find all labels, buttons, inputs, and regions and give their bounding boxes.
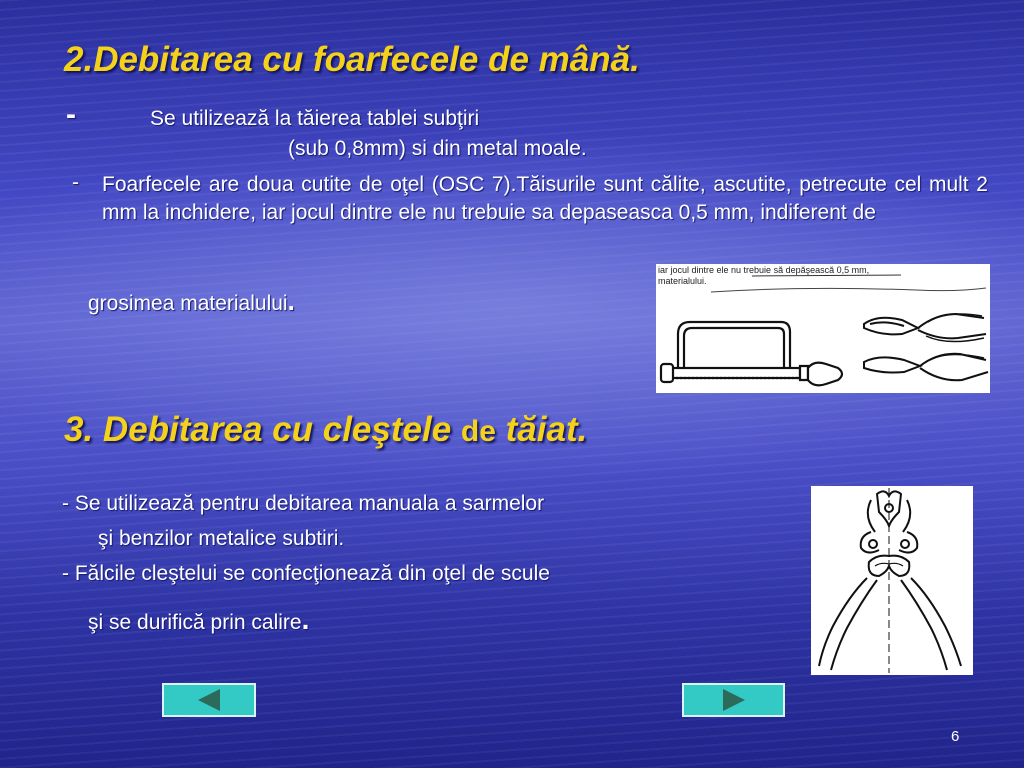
- figure-caption: iar jocul dintre ele nu trebuie să depăşească 0,5 mm, materialului.: [658, 265, 870, 286]
- cutting-pliers-figure: [811, 486, 973, 675]
- hand-shears-icon: [864, 314, 988, 380]
- section2-line2b-text: şi se durifică prin calire: [88, 611, 302, 634]
- section1-paragraph-end-text: grosimea materialului: [88, 292, 288, 315]
- cutting-pliers-icon: [819, 488, 961, 673]
- slide-number: 6: [951, 728, 960, 745]
- section2-line1: - Se utilizează pentru debitarea manuala a sarmelor: [62, 492, 545, 515]
- triangle-left-icon: [194, 688, 224, 712]
- section2-title-part2: de: [460, 415, 496, 448]
- section2-title-part1: 3. Debitarea cu cleştele: [64, 410, 452, 449]
- previous-slide-button[interactable]: [162, 683, 256, 717]
- section1-paragraph: Foarfecele are doua cutite de oţel (OSC 7).Tăisurile sunt călite, ascutite, petrecute cel mult 2 mm la inchidere, iar jocul dintre ele nu trebuie sa depaseasca 0,5 mm, indiferent de: [102, 173, 988, 224]
- section2-line1b: şi benzilor metalice subtiri.: [98, 527, 345, 550]
- section2-line2: - Fălcile cleştelui se confecţionează din oţel de scule: [62, 562, 550, 585]
- section1-line1b: (sub 0,8mm) si din metal moale.: [288, 137, 587, 160]
- triangle-right-icon: [719, 688, 749, 712]
- section2-title: [64, 410, 587, 450]
- section2-line2b: [88, 604, 309, 636]
- section1-paragraph-end-dot: .: [287, 286, 295, 316]
- bullet-dash-2: -: [72, 171, 79, 194]
- section1-paragraph-end: [88, 286, 295, 317]
- shears-hacksaw-figure: [656, 264, 990, 393]
- section1-title: 2.Debitarea cu foarfecele de mână.: [64, 40, 640, 79]
- bullet-dash-1: -: [66, 98, 76, 131]
- section1-line1: Se utilizează la tăierea tablei subţiri: [150, 107, 480, 130]
- section2-title-part3: tăiat.: [505, 410, 588, 449]
- next-slide-button[interactable]: [682, 683, 785, 717]
- hacksaw-icon: [661, 322, 842, 385]
- section2-line2b-dot: .: [301, 604, 310, 635]
